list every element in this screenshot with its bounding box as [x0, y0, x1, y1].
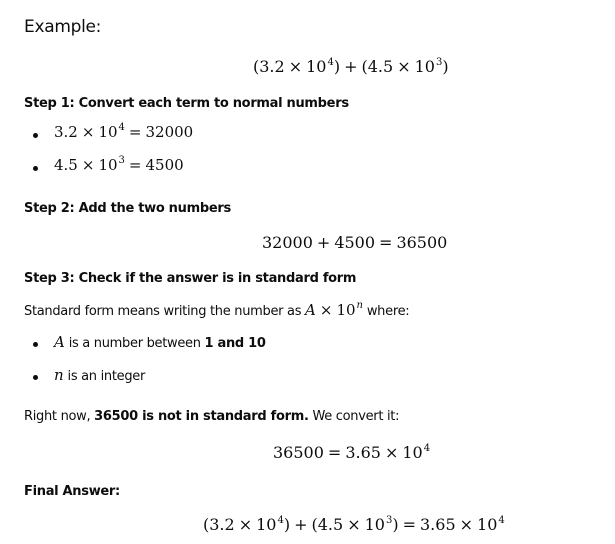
base: 10 [256, 515, 277, 534]
intro-text: Standard form means writing the number as [24, 304, 302, 319]
plus-symbol: + [344, 57, 358, 76]
bullet-icon [33, 375, 38, 380]
step1-title: Step 1: Convert each term to normal numbers [24, 96, 349, 111]
exponent: 4 [498, 515, 505, 526]
plus-symbol: + [294, 515, 308, 534]
times-symbol: × [319, 301, 333, 319]
coefficient: 3.65 [345, 443, 381, 462]
plus-symbol: + [316, 233, 331, 252]
times-symbol: × [288, 57, 303, 76]
bullet-icon [33, 166, 38, 171]
paren-close: ) [283, 515, 291, 534]
coefficient: 4.5 [367, 57, 394, 76]
times-symbol: × [238, 515, 253, 534]
base: 10 [414, 57, 435, 76]
base: 10 [402, 443, 423, 462]
note-emphasis: 36500 is not in standard form. [94, 409, 309, 424]
times-symbol: × [81, 123, 95, 141]
equals-symbol: = [327, 443, 342, 462]
exponent: n [356, 300, 363, 311]
exponent: 3 [385, 515, 393, 526]
equals-symbol: = [402, 515, 416, 534]
times-symbol: × [397, 57, 411, 76]
condition-range: 1 and 10 [204, 336, 266, 351]
step2-equation [262, 233, 447, 252]
problem-expression [253, 57, 449, 76]
exponent: 3 [118, 155, 125, 166]
addend: 4500 [334, 233, 376, 252]
coefficient: 4.5 [54, 156, 78, 174]
condition-item-1 [54, 333, 266, 351]
paren-open: ( [253, 57, 260, 76]
base: 10 [98, 156, 118, 174]
base: 10 [364, 515, 385, 534]
step2-title: Step 2: Add the two numbers [24, 201, 231, 216]
conversion-equation [273, 443, 430, 462]
equals-symbol: = [128, 156, 142, 174]
paren-close: ) [392, 515, 399, 534]
value: 36500 [273, 443, 324, 462]
equals-symbol: = [128, 123, 142, 141]
times-symbol: × [384, 443, 399, 462]
bullet-icon [33, 342, 38, 347]
base: 10 [98, 123, 118, 141]
times-symbol: × [459, 515, 474, 534]
final-answer-title: Final Answer: [24, 484, 120, 499]
condition-text: is an integer [67, 369, 146, 384]
step3-title: Step 3: Check if the answer is in standard form [24, 271, 357, 286]
times-symbol: × [347, 515, 361, 534]
condition-text: is a number between [68, 336, 201, 351]
note-text: We convert it: [312, 409, 400, 424]
paren-open: ( [203, 515, 210, 534]
paren-close: ) [442, 57, 449, 76]
exponent: 4 [277, 515, 284, 526]
exponent: 4 [423, 443, 431, 454]
standard-form-intro [24, 301, 409, 319]
paren-close: ) [333, 57, 341, 76]
coefficient: 3.65 [420, 515, 456, 534]
result: 4500 [145, 156, 184, 174]
variable: A [305, 301, 316, 319]
exponent: 4 [327, 57, 334, 68]
coefficient: 3.2 [259, 57, 285, 76]
variable: n [54, 366, 64, 384]
conversion-note [24, 409, 399, 424]
step1-item-1 [54, 123, 193, 141]
paren-open: ( [311, 515, 318, 534]
coefficient: 3.2 [209, 515, 235, 534]
exponent: 4 [118, 122, 125, 133]
condition-item-2 [54, 366, 145, 384]
bullet-icon [33, 133, 38, 138]
equals-symbol: = [379, 233, 393, 252]
base: 10 [477, 515, 498, 534]
base: 10 [336, 301, 356, 319]
step1-item-2 [54, 156, 184, 174]
note-text: Right now, [24, 409, 91, 424]
exponent: 3 [435, 57, 443, 68]
intro-text: where: [366, 304, 410, 319]
times-symbol: × [81, 156, 95, 174]
variable: A [54, 333, 65, 351]
coefficient: 4.5 [317, 515, 344, 534]
intro-math [305, 301, 363, 319]
section-heading: Example: [24, 17, 102, 37]
final-answer-equation [203, 515, 505, 534]
coefficient: 3.2 [54, 123, 78, 141]
addend: 32000 [262, 233, 313, 252]
paren-open: ( [361, 57, 368, 76]
sum: 36500 [396, 233, 448, 252]
result: 32000 [145, 123, 194, 141]
base: 10 [306, 57, 327, 76]
